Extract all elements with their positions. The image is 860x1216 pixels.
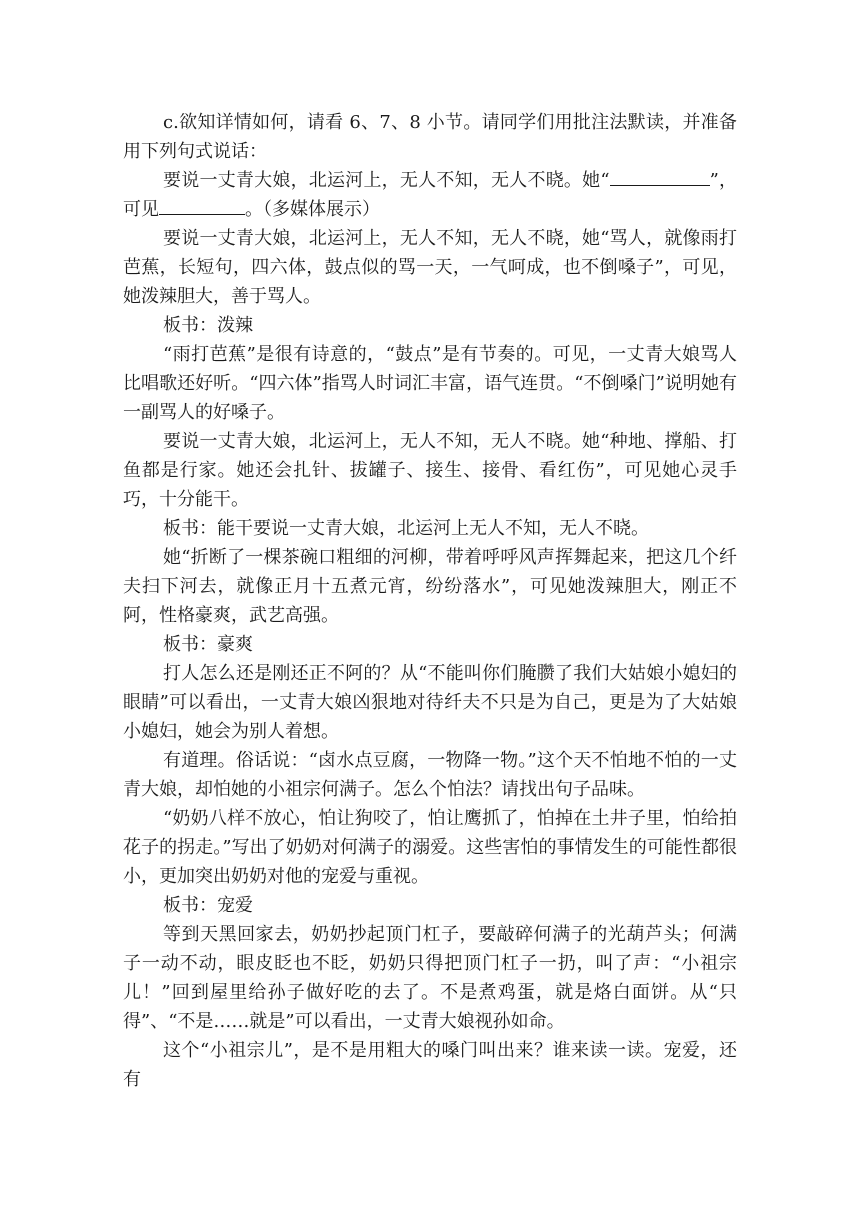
blackboard-note-haoshuang: 板书：豪爽 (163, 634, 253, 655)
pattern-text-1: 要说一丈青大娘，北运河上，无人不知，无人不晓。她“ (163, 170, 610, 191)
pattern-text-3: 。（多媒体展示） (245, 199, 380, 220)
fill-blank-2 (159, 196, 245, 215)
paragraph-evening: 等到天黑回家去，奶奶抄起顶门杠子，要敲碎何满子的光葫芦头；何满子一动不动，眼皮眨也不眨，奶奶只得把顶门杠子一扔，叫了声：“小祖宗儿！”回到屋里给孙子做好吃的去了。不是煮鸡蛋，就是烙白面饼。从“只得”、“不是……就是”可以看出，一丈青大娘视孙如命。 (123, 924, 737, 1032)
blackboard-note-nenggan: 板书：能干要说一丈青大娘，北运河上无人不知，无人不晓。 (163, 518, 649, 539)
paragraph-question-fight: 打人怎么还是刚还正不阿的？从“不能叫你们腌臜了我们大姑娘小媳妇的眼睛”可以看出，一丈青大娘凶狠地对待纤夫不只是为自己，更是为了大姑娘小媳妇，她会为别人着想。 (123, 663, 737, 742)
blackboard-note-pola: 板书：泼辣 (163, 315, 253, 336)
paragraph-scolding: 要说一丈青大娘，北运河上，无人不知，无人不晓，她“骂人，就像雨打芭蕉，长短句，四六体，鼓点似的骂一天，一气呵成，也不倒嗓子”，可见，她泼辣胆大，善于骂人。 (123, 228, 737, 307)
paragraph-analysis-scolding: “雨打芭蕉”是很有诗意的，“鼓点”是有节奏的。可见，一丈青大娘骂人比唱歌还好听。“四六体”指骂人时词汇丰富，语气连贯。“不倒嗓门”说明她有一副骂人的好嗓子。 (123, 344, 737, 423)
paragraph-read-aloud: 这个“小祖宗儿”，是不是用粗大的嗓门叫出来？谁来读一读。宠爱，还有 (123, 1040, 737, 1090)
fill-blank-1 (610, 167, 710, 186)
paragraph-instruction: c.欲知详情如何，请看 6、7、8 小节。请同学们用批注法默读，并准备用下列句式说话： (123, 112, 737, 162)
paragraph-capable: 要说一丈青大娘，北运河上，无人不知，无人不晓。她“种地、撑船、打鱼都是行家。她还会扎针、拔罐子、接生、接骨、看红伤”，可见她心灵手巧，十分能干。 (123, 431, 737, 510)
blackboard-note-chongai: 板书：宠爱 (163, 895, 253, 916)
paragraph-sentence-pattern (123, 166, 737, 224)
paragraph-fight: 她“折断了一棵茶碗口粗细的河柳，带着呼呼风声挥舞起来，把这几个纤夫扫下河去，就像正月十五煮元宵，纷纷落水”，可见她泼辣胆大，刚正不阿，性格豪爽，武艺高强。 (123, 547, 737, 626)
paragraph-proverb: 有道理。俗话说：“卤水点豆腐，一物降一物。”这个天不怕地不怕的一丈青大娘，却怕她的小祖宗何满子。怎么个怕法？请找出句子品味。 (123, 750, 737, 800)
paragraph-grandma-worry: “奶奶八样不放心，怕让狗咬了，怕让鹰抓了，怕掉在土井子里，怕给拍花子的拐走。”写出了奶奶对何满子的溺爱。这些害怕的事情发生的可能性都很小，更加突出奶奶对他的宠爱与重视。 (123, 808, 737, 887)
document-page (123, 108, 737, 1094)
pattern-text-2: ”，可见 (123, 170, 738, 220)
